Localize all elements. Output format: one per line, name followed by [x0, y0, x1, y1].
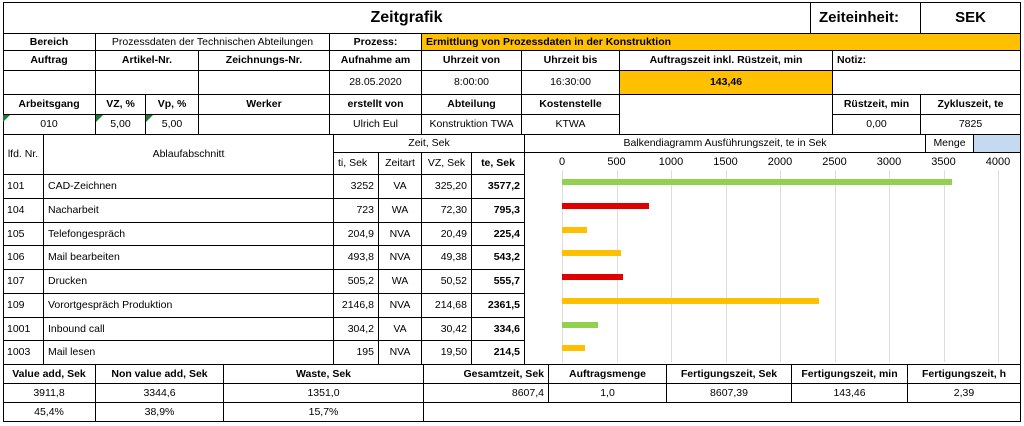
ruestzeit-field[interactable]: 0,00 [833, 115, 921, 135]
ti-cell[interactable]: 505,2 [334, 270, 379, 294]
lfd-nr-cell: 107 [3, 270, 44, 294]
te-cell: 2361,5 [472, 294, 525, 318]
bar-109 [562, 298, 819, 304]
ti-cell[interactable]: 304,2 [334, 318, 379, 341]
auftragsmenge-header: Auftragsmenge [549, 365, 667, 384]
blank-summary-cell [424, 403, 1021, 422]
ablauf-cell[interactable]: Drucken [44, 270, 334, 294]
zeitart-cell[interactable]: VA [379, 175, 422, 199]
bereich-label: Bereich [3, 34, 96, 51]
te-header: te, Sek [472, 153, 525, 175]
gesamt-header: Gesamtzeit, Sek [424, 365, 549, 384]
ti-cell[interactable]: 723 [334, 199, 379, 223]
zeiteinheit-label: Zeiteinheit: [811, 2, 921, 34]
vz-sek-cell: 20,49 [422, 223, 472, 246]
zeit-header: Zeit, Sek [334, 135, 525, 153]
vz-sek-cell: 30,42 [422, 318, 472, 341]
zeitart-cell[interactable]: VA [379, 318, 422, 341]
x-tick-label: 500 [607, 156, 626, 168]
ablauf-cell[interactable]: Mail lesen [44, 341, 334, 365]
bar-106 [562, 250, 621, 256]
zeitart-header: Zeitart [379, 153, 422, 175]
chart-gridline [562, 170, 563, 362]
auftrag-field[interactable] [3, 71, 96, 95]
x-tick-label: 2000 [767, 156, 793, 168]
te-cell: 795,3 [472, 199, 525, 223]
zeitart-cell[interactable]: NVA [379, 294, 422, 318]
prozess-label: Prozess: [330, 34, 422, 51]
va-percent: 45,4% [3, 403, 96, 422]
zykluszeit-header: Zykluszeit, te [921, 95, 1021, 115]
page-title: Zeitgrafik [3, 2, 811, 34]
x-tick-label: 2500 [822, 156, 847, 168]
prozess-value[interactable]: Ermittlung von Prozessdaten in der Konstruktion [422, 34, 1021, 51]
nva-header: Non value add, Sek [96, 365, 224, 384]
fert-sek-header: Fertigungszeit, Sek [667, 365, 792, 384]
waste-header: Waste, Sek [224, 365, 424, 384]
fert-min-value: 143,46 [792, 384, 908, 403]
x-tick-label: 1000 [658, 156, 684, 168]
artikel-header: Artikel-Nr. [96, 51, 199, 71]
lfd-nr-cell: 1003 [3, 341, 44, 365]
vz-sek-cell: 19,50 [422, 341, 472, 365]
x-tick-label: 4000 [985, 156, 1011, 168]
ruestzeit-header: Rüstzeit, min [833, 95, 921, 115]
vz-sek-cell: 49,38 [422, 246, 472, 270]
fert-sek-value: 8607,39 [667, 384, 792, 403]
ablauf-cell[interactable]: CAD-Zeichnen [44, 175, 334, 199]
chart-gridline [726, 170, 727, 362]
auftragszeit-field: 143,46 [620, 71, 833, 95]
lfd-nr-cell: 101 [3, 175, 44, 199]
uhrzeit-von-header: Uhrzeit von [422, 51, 522, 71]
notiz-field[interactable] [833, 71, 1021, 95]
chart-gridline [889, 170, 890, 362]
artikel-field[interactable] [96, 71, 199, 95]
va-header: Value add, Sek [3, 365, 96, 384]
fert-h-header: Fertigungszeit, h [908, 365, 1021, 384]
te-cell: 214,5 [472, 341, 525, 365]
zeichnung-header: Zeichnungs-Nr. [199, 51, 330, 71]
ablauf-cell[interactable]: Telefongespräch [44, 223, 334, 246]
menge-label: Menge [926, 135, 974, 153]
notiz-label: Notiz: [833, 51, 1021, 71]
ablauf-cell[interactable]: Nacharbeit [44, 199, 334, 223]
fert-h-value: 2,39 [908, 384, 1021, 403]
lfd-nr-cell: 104 [3, 199, 44, 223]
chart-gridline [835, 170, 836, 362]
te-cell: 543,2 [472, 246, 525, 270]
aufnahme-header: Aufnahme am [330, 51, 422, 71]
ti-header: ti, Sek [334, 153, 379, 175]
nva-value: 3344,6 [96, 384, 224, 403]
vz-sek-cell: 50,52 [422, 270, 472, 294]
x-tick-label: 1500 [713, 156, 738, 168]
va-value: 3911,8 [3, 384, 96, 403]
uhrzeit-bis-field[interactable]: 16:30:00 [522, 71, 620, 95]
te-cell: 555,7 [472, 270, 525, 294]
zeitart-cell[interactable]: WA [379, 199, 422, 223]
chart-gridline [944, 170, 945, 362]
zykluszeit-field: 7825 [921, 115, 1021, 135]
ti-cell[interactable]: 2146,8 [334, 294, 379, 318]
auftrag-header: Auftrag [3, 51, 96, 71]
bar-107 [562, 274, 623, 280]
ti-cell[interactable]: 204,9 [334, 223, 379, 246]
te-cell: 225,4 [472, 223, 525, 246]
vz-sek-header: VZ, Sek [422, 153, 472, 175]
bereich-value[interactable]: Prozessdaten der Technischen Abteilungen [96, 34, 330, 51]
vz-sek-cell: 325,20 [422, 175, 472, 199]
erstellt-header: erstellt von [330, 95, 422, 115]
bar-105 [562, 227, 587, 233]
ablauf-cell[interactable]: Inbound call [44, 318, 334, 341]
ablauf-cell[interactable]: Mail bearbeiten [44, 246, 334, 270]
lfd-nr-cell: 1001 [3, 318, 44, 341]
gesamt-value: 8607,4 [424, 384, 549, 403]
zeiteinheit-value[interactable]: SEK [921, 2, 1021, 34]
auftragsmenge-value: 1,0 [549, 384, 667, 403]
abteilung-field[interactable]: Konstruktion TWA [422, 115, 522, 135]
vp-header: Vp, % [146, 95, 199, 115]
arbeitsgang-header: Arbeitsgang [3, 95, 96, 115]
vz-sek-cell: 72,30 [422, 199, 472, 223]
ablauf-cell[interactable]: Vorortgespräch Produktion [44, 294, 334, 318]
erstellt-field[interactable]: Ulrich Eul [330, 115, 422, 135]
uhrzeit-von-field[interactable]: 8:00:00 [422, 71, 522, 95]
nva-percent: 38,9% [96, 403, 224, 422]
x-tick-label: 3000 [876, 156, 902, 168]
waste-percent: 15,7% [224, 403, 424, 422]
aufnahme-field[interactable]: 28.05.2020 [330, 71, 422, 95]
vz-field[interactable]: 5,00 [96, 115, 146, 135]
bar-101 [562, 179, 952, 185]
menge-field[interactable] [974, 135, 1021, 153]
auftragszeit-header: Auftragszeit inkl. Rüstzeit, min [620, 51, 833, 71]
werker-field[interactable] [199, 115, 330, 135]
te-cell: 334,6 [472, 318, 525, 341]
arbeitsgang-field[interactable]: 010 [3, 115, 96, 135]
blank-cell [620, 95, 833, 135]
werker-header: Werker [199, 95, 330, 115]
waste-value: 1351,0 [224, 384, 424, 403]
zeitart-cell[interactable]: NVA [379, 246, 422, 270]
chart-gridline [780, 170, 781, 362]
te-cell: 3577,2 [472, 175, 525, 199]
zeitart-cell[interactable]: NVA [379, 341, 422, 365]
uhrzeit-bis-header: Uhrzeit bis [522, 51, 620, 71]
zeichnung-field[interactable] [199, 71, 330, 95]
bar-chart-plot [525, 153, 1020, 364]
abteilung-header: Abteilung [422, 95, 522, 115]
chart-gridline [998, 170, 999, 362]
zeitart-cell[interactable]: NVA [379, 223, 422, 246]
ti-cell[interactable]: 493,8 [334, 246, 379, 270]
vp-field[interactable]: 5,00 [146, 115, 199, 135]
kostenstelle-header: Kostenstelle [522, 95, 620, 115]
x-tick-label: 3500 [931, 156, 956, 168]
bar-1001 [562, 322, 598, 328]
lfd-nr-header: lfd. Nr. [3, 135, 44, 175]
ti-cell[interactable]: 195 [334, 341, 379, 365]
kostenstelle-field[interactable]: KTWA [522, 115, 620, 135]
chart-gridline [617, 170, 618, 362]
vz-header: VZ, % [96, 95, 146, 115]
x-tick-label: 0 [558, 156, 566, 168]
chart-gridline [671, 170, 672, 362]
vz-sek-cell: 214,68 [422, 294, 472, 318]
ti-cell[interactable]: 3252 [334, 175, 379, 199]
lfd-nr-cell: 109 [3, 294, 44, 318]
lfd-nr-cell: 105 [3, 223, 44, 246]
ablauf-header: Ablaufabschnitt [44, 135, 334, 175]
bar-104 [562, 203, 649, 209]
lfd-nr-cell: 106 [3, 246, 44, 270]
bar-chart [525, 153, 1021, 365]
zeitart-cell[interactable]: WA [379, 270, 422, 294]
fert-min-header: Fertigungszeit, min [792, 365, 908, 384]
bar-1003 [562, 345, 585, 351]
chart-title: Balkendiagramm Ausführungszeit, te in Sek [525, 135, 926, 153]
